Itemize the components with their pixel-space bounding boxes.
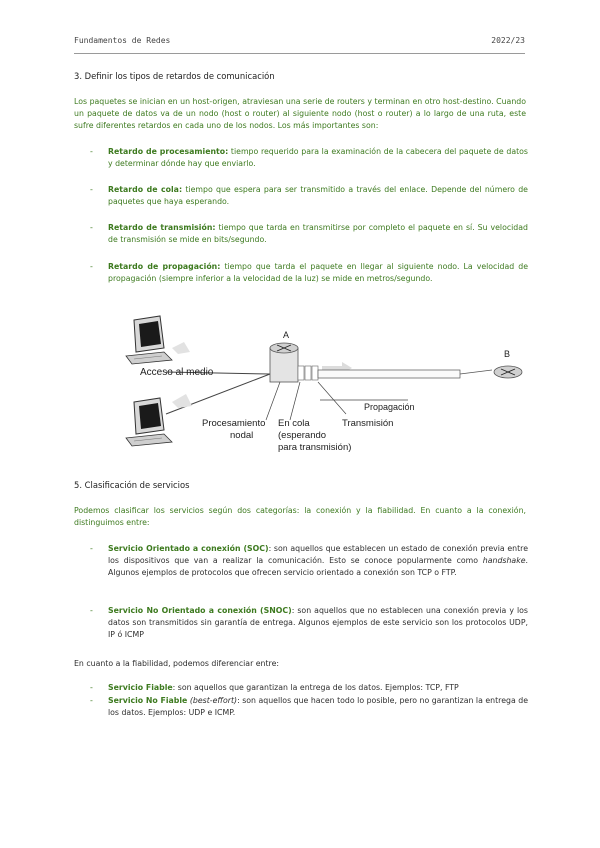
delay-item-propagation bbox=[108, 261, 528, 285]
service-item-snoc bbox=[108, 605, 528, 642]
service-term: Servicio No Orientado a conexión (SNOC) bbox=[108, 606, 292, 615]
delay-desc: tiempo que espera para ser transmitido a través del enlace. Depende del número de paquetes que haya esperando. bbox=[108, 185, 528, 207]
bullet-dash: - bbox=[90, 223, 93, 232]
service-desc-italic: handshake bbox=[482, 556, 526, 566]
delay-desc: tiempo que tarda el paquete en llegar al siguiente nodo. La velocidad de propagación (siempre inferior a la velocidad de la luz) se mide en metros/segundo. bbox=[108, 262, 529, 284]
delay-term: Retardo de transmisión: bbox=[108, 223, 216, 232]
propagation-link bbox=[460, 370, 492, 374]
delay-term: Retardo de propagación: bbox=[108, 262, 221, 271]
service-item-soc bbox=[108, 543, 528, 580]
router-b-label: B bbox=[504, 349, 511, 359]
access-label: Acceso al medio bbox=[140, 367, 214, 378]
leader-line bbox=[318, 382, 346, 414]
computer-icon bbox=[126, 316, 172, 364]
bullet-dash: - bbox=[90, 147, 93, 156]
bullet-dash: - bbox=[90, 696, 93, 705]
delay-diagram bbox=[120, 312, 530, 467]
arrow-icon bbox=[172, 342, 190, 354]
bullet-dash: - bbox=[90, 262, 93, 271]
service-desc: : son aquellos que garantizan la entrega de los datos. Ejemplos: TCP, FTP bbox=[172, 683, 459, 692]
processing-label-line-2: nodal bbox=[230, 430, 254, 441]
reliability-item-reliable bbox=[108, 682, 528, 694]
router-icon bbox=[270, 343, 298, 382]
transmission-label: Transmisión bbox=[342, 418, 394, 429]
course-title: Fundamentos de Redes bbox=[74, 36, 171, 45]
service-term: Servicio No Fiable bbox=[108, 696, 188, 705]
router-a-label: A bbox=[283, 330, 290, 340]
delay-item-transmission bbox=[108, 222, 528, 246]
service-term: Servicio Fiable bbox=[108, 683, 173, 692]
bullet-dash: - bbox=[90, 185, 93, 194]
delay-item-queue bbox=[108, 184, 528, 208]
queue-slot bbox=[312, 366, 318, 380]
service-term: Servicio Orientado a conexión (SOC) bbox=[108, 544, 269, 553]
page-header bbox=[74, 36, 525, 45]
bullet-dash: - bbox=[90, 606, 93, 615]
bullet-dash: - bbox=[90, 544, 93, 553]
delay-term: Retardo de procesamiento: bbox=[108, 147, 229, 156]
router-icon bbox=[494, 366, 522, 378]
processing-label: Procesamiento bbox=[202, 418, 266, 429]
section-5-title: 5. Clasificación de servicios bbox=[74, 480, 190, 490]
propagation-link bbox=[318, 370, 460, 378]
queue-label: En cola bbox=[278, 418, 310, 429]
service-desc: : son aquellos que no establecen una conexión previa y los datos son transmitidos sin garantía de entrega. Algunos ejemplos de este servicio son los protocolos UDP, IP ó ICMP bbox=[108, 606, 528, 640]
access-link bbox=[166, 374, 270, 414]
reliability-intro: En cuanto a la fiabilidad, podemos diferenciar entre: bbox=[74, 659, 280, 668]
arrow-icon bbox=[172, 394, 192, 408]
leader-line bbox=[266, 382, 280, 420]
queue-label-line-2: (esperando bbox=[278, 430, 327, 441]
computer-icon bbox=[126, 398, 172, 446]
delay-desc: tiempo que tarda en transmitirse por completo el paquete en sí. Su velocidad de transmisión se mide en bits/segundo. bbox=[108, 223, 528, 245]
delay-item-processing bbox=[108, 146, 528, 170]
reliability-item-unreliable bbox=[108, 695, 528, 719]
delay-term: Retardo de cola: bbox=[108, 185, 183, 194]
academic-year: 2022/23 bbox=[491, 36, 525, 45]
service-desc-italic: (best-effort) bbox=[187, 696, 238, 705]
service-desc: : son aquellos que establecen un estado de conexión previa entre los dispositivos que van a realizar la comunicación. Esto se conoce popularmente como bbox=[108, 544, 528, 566]
service-desc: : son aquellos que hacen todo lo posible, pero no garantizan la entrega de los datos. Ejemplos: UDP e ICMP. bbox=[108, 696, 528, 718]
propagation-label: Propagación bbox=[364, 402, 415, 412]
delay-desc: tiempo requerido para la examinación de la cabecera del paquete de datos y determinar dónde hay que enviarlo. bbox=[108, 147, 528, 169]
section-5-intro: Podemos clasificar los servicios según dos categorías: la conexión y la fiabilidad. En cuanto a la conexión, distinguimos entre: bbox=[74, 506, 526, 528]
header-divider bbox=[74, 53, 525, 54]
leader-line bbox=[290, 382, 300, 420]
section-3-intro: Los paquetes se inician en un host-origen, atraviesan una serie de routers y terminan en otro host-destino. Cuando un paquete de datos va de un nodo (host o router) al siguiente nodo (host o router) a lo largo de una ruta, este sufre diferentes retardos en cada uno de los nodos. Los más importantes son: bbox=[74, 97, 526, 131]
queue-slot bbox=[305, 366, 311, 380]
queue-label-line-3: para transmisión) bbox=[278, 442, 352, 453]
queue-slot bbox=[298, 366, 304, 380]
section-3-title: 3. Definir los tipos de retardos de comunicación bbox=[74, 71, 275, 81]
service-desc: . Algunos ejemplos de protocolos que ofrecen servicio orientado a conexión son TCP o FTP. bbox=[108, 556, 528, 578]
bullet-dash: - bbox=[90, 683, 93, 692]
